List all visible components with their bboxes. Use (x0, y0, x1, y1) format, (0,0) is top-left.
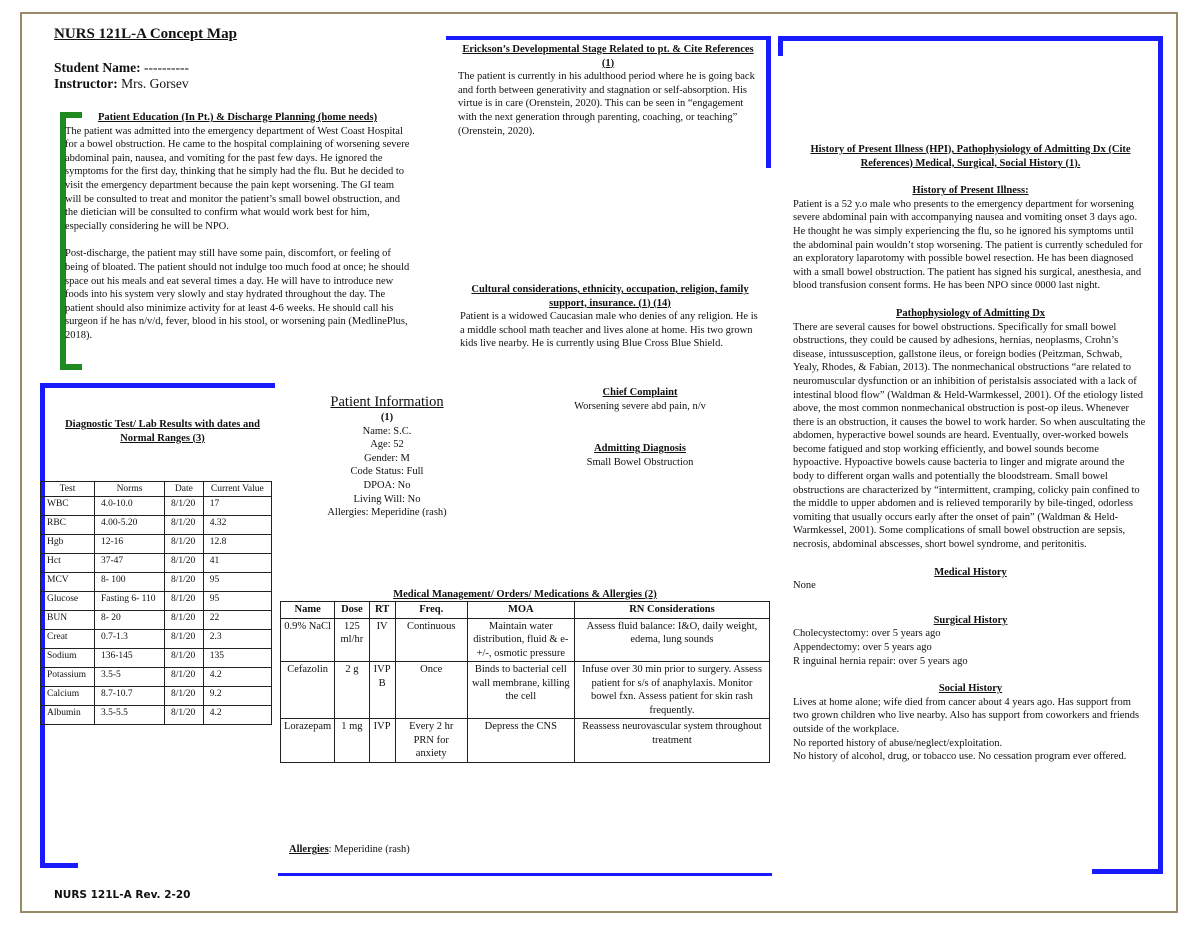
labs-cell: 8/1/20 (165, 611, 204, 630)
meds-cell: Continuous (395, 618, 467, 662)
surgical-history-item: R inguinal hernia repair: over 5 years ago (793, 655, 968, 667)
green-bracket-bottom (60, 364, 82, 370)
labs-cell: 8- 100 (94, 573, 164, 592)
blue-bar-hpi-right (1158, 36, 1163, 874)
labs-cell: 8/1/20 (165, 706, 204, 725)
meds-cell: Binds to bacterial cell wall membrane, killing the cell (467, 662, 574, 719)
cultural-section (460, 283, 760, 351)
labs-cell: 41 (203, 554, 271, 573)
labs-row (41, 630, 272, 649)
labs-cell: WBC (41, 497, 95, 516)
social-history-item: Lives at home alone; wife died from cancer about 4 years ago. Has support from two grown children who live nearby. Also has support from coworkers and friends outside of the workplace. (793, 696, 1140, 735)
labs-cell: 3.5-5.5 (94, 706, 164, 725)
labs-row (41, 687, 272, 706)
hpi-subheading: History of Present Illness: (912, 185, 1029, 197)
patient-info-gender: Gender: M (364, 452, 410, 464)
labs-cell: Fasting 6- 110 (94, 592, 164, 611)
meds-row (281, 719, 770, 763)
patient-info-section (298, 394, 476, 520)
instructor-value: Mrs. Gorsev (121, 76, 189, 91)
blue-bar-hpi-left (778, 36, 783, 56)
labs-cell: 3.5-5 (94, 668, 164, 687)
blue-bar-hpi-top (778, 36, 1162, 41)
patient-info-allergies: Allergies: Meperidine (rash) (327, 507, 447, 519)
labs-cell: 4.0-10.0 (94, 497, 164, 516)
blue-bar-labs-top (40, 383, 275, 388)
labs-cell: 95 (203, 592, 271, 611)
blue-bar-labs-bottom (40, 863, 78, 868)
meds-column-header: Dose (335, 602, 369, 619)
patient-info-dpoa: DPOA: No (363, 479, 411, 491)
meds-header-row (281, 602, 770, 619)
meds-cell: IVP (369, 719, 395, 763)
erikson-text: The patient is currently in his adulthood period where he is going back and forth between generativity and stagnation or self-absorption. His virtue is in care (Orenstein, 2020). This can be seen in “engagement with the next generation through parenting, coaching, or teaching” (Orenstein, 2020). (458, 71, 755, 137)
meds-cell: Cefazolin (281, 662, 335, 719)
chief-complaint-heading: Chief Complaint (602, 387, 678, 398)
meds-column-header: RN Considerations (574, 602, 769, 619)
blue-bar-meds-bottom (278, 873, 772, 876)
meds-cell: Assess fluid balance: I&O, daily weight, edema, lung sounds (574, 618, 769, 662)
labs-cell: Hct (41, 554, 95, 573)
labs-cell: 8/1/20 (165, 573, 204, 592)
labs-cell: Creat (41, 630, 95, 649)
meds-cell: IVP B (369, 662, 395, 719)
social-history-item: No history of alcohol, drug, or tobacco use. No cessation program ever offered. (793, 751, 1127, 763)
hpi-section (793, 143, 1148, 764)
instructor-row (54, 76, 237, 92)
meds-cell: Reassess neurovascular system throughout treatment (574, 719, 769, 763)
labs-cell: 17 (203, 497, 271, 516)
labs-cell: 4.32 (203, 516, 271, 535)
labs-cell: 4.2 (203, 706, 271, 725)
chief-complaint-text: Worsening severe abd pain, n/v (574, 400, 706, 412)
labs-cell: 12.8 (203, 535, 271, 554)
footer-revision: NURS 121L-A Rev. 2-20 (54, 889, 191, 901)
meds-table (280, 601, 770, 763)
surgical-history-item: Cholecystectomy: over 5 years ago (793, 628, 941, 640)
student-name-row (54, 60, 237, 76)
meds-column-header: Freq. (395, 602, 467, 619)
patient-education-section (65, 111, 410, 343)
labs-cell: MCV (41, 573, 95, 592)
labs-cell: 135 (203, 649, 271, 668)
patient-info-code-status: Code Status: Full (350, 466, 424, 478)
page-title: NURS 121L-A Concept Map (54, 26, 237, 42)
labs-cell: 0.7-1.3 (94, 630, 164, 649)
blue-bar-erikson-right (766, 36, 771, 168)
meds-cell: 0.9% NaCl (281, 618, 335, 662)
labs-cell: 8/1/20 (165, 630, 204, 649)
labs-cell: RBC (41, 516, 95, 535)
labs-column-header: Test (41, 482, 95, 497)
labs-cell: 8/1/20 (165, 592, 204, 611)
labs-row (41, 611, 272, 630)
patient-info-heading: Patient Information (330, 394, 444, 410)
labs-row (41, 535, 272, 554)
labs-cell: Albumin (41, 706, 95, 725)
patient-info-ref: (1) (380, 412, 394, 423)
meds-row (281, 618, 770, 662)
meds-cell: 125 ml/hr (335, 618, 369, 662)
labs-cell: Potassium (41, 668, 95, 687)
meds-cell: Every 2 hr PRN for anxiety (395, 719, 467, 763)
erikson-heading: Erickson’s Developmental Stage Related to pt. & Cite References (1) (462, 44, 754, 69)
labs-cell: 8/1/20 (165, 554, 204, 573)
student-name-value: ---------- (144, 60, 189, 75)
meds-cell: 1 mg (335, 719, 369, 763)
meds-cell: Maintain water distribution, fluid & e-+/-, osmotic pressure (467, 618, 574, 662)
meds-allergies-value: : Meperidine (rash) (328, 844, 410, 855)
social-history-item: No reported history of abuse/neglect/exploitation. (793, 737, 1003, 749)
erikson-section (458, 43, 758, 138)
labs-cell: BUN (41, 611, 95, 630)
meds-allergies-label: Allergies (289, 844, 329, 855)
admitting-dx-text: Small Bowel Obstruction (586, 456, 694, 468)
discharge-planning-paragraph: Post-discharge, the patient may still have some pain, discomfort, or feeling of being of bloated. The patient should not indulge too much food at once; he should space out his meals and eat several times a day. He will have to introduce new foods into his system very slowly and stay hydrated throughout the day. The patient should also minimize activity for at least 4-6 weeks. He should call his surgeon if he has n/v/d, fever, blood in his stool, or worsening pain (MedlinePlus, 2018). (65, 248, 410, 341)
patho-text: There are several causes for bowel obstructions. Specifically for small bowel obstructions, they could be caused by adhesions, hernias, neoplasms, Crohn’s disease, intussusception, gallstone ileus, or foreign bodies (Peitzman, Schwab, Yealy, Rhodes, & Fabian, 2013). The nonmechanical obstructions “are related to neuromuscular dysfunction or an inhibition of peristalsis associated with a lack of intestinal blood flow” (Waldman & Held-Warmkessel, 2001). Of the etiology listed above, the most common nonmechanical obstruction is post-op ileus. Whenever there is an obstruction, it causes the bowel to work harder. So when auscultating the abdomen, hyperactive bowel sounds are heard. Eventually, over-worked bowels become fatigued and stop working efficiently, and bowel sounds become hypoactive. Hypoactive bowels cause bacteria to linger and migrate around the body to different organ walls and potentially the bloodstream. Small bowel obstructions are characterized by “intermittent, cramping, colicky pain confined to the middle to upper abdomen and is relieved temporarily by bile-tinged, odorless vomiting that usually occurs early after the onset of pain” (Waldman & Held-Warmkessel, 2001). Some complications of small bowel obstruction are sepsis, necrosis, abdominal abscesses, short bowel syndrome, and peritonitis. (793, 321, 1146, 551)
labs-cell: 8.7-10.7 (94, 687, 164, 706)
labs-cell: 4.2 (203, 668, 271, 687)
labs-cell: Hgb (41, 535, 95, 554)
labs-cell: 8/1/20 (165, 516, 204, 535)
medical-history-text: None (793, 580, 816, 592)
labs-cell: Sodium (41, 649, 95, 668)
admitting-dx-section (555, 442, 725, 469)
hpi-section-heading: History of Present Illness (HPI), Pathophysiology of Admitting Dx (Cite References) Medical, Surgical, Social History (1). (810, 144, 1131, 169)
labs-column-header: Date (165, 482, 204, 497)
labs-cell: 8/1/20 (165, 687, 204, 706)
patho-heading: Pathophysiology of Admitting Dx (895, 307, 1046, 319)
labs-cell: 2.3 (203, 630, 271, 649)
patient-education-heading: Patient Education (In Pt.) & Discharge Planning (home needs) (97, 112, 378, 123)
labs-row (41, 706, 272, 725)
patient-info-living-will: Living Will: No (353, 493, 421, 505)
surgical-history-item: Appendectomy: over 5 years ago (793, 642, 932, 653)
meds-heading: Medical Management/ Orders/ Medications & Allergies (2) (393, 589, 657, 600)
labs-cell: 22 (203, 611, 271, 630)
labs-cell: 4.00-5.20 (94, 516, 164, 535)
labs-cell: 136-145 (94, 649, 164, 668)
labs-body (41, 497, 272, 725)
surgical-history-heading: Surgical History (933, 614, 1008, 626)
meds-cell: Infuse over 30 min prior to surgery. Assess patient for s/s of anaphylaxis. Monitor bowel fxn. Assess patient for skin rash frequently. (574, 662, 769, 719)
cultural-heading: Cultural considerations, ethnicity, occupation, religion, family support, insurance. (1) (14) (471, 284, 749, 309)
meds-cell: Depress the CNS (467, 719, 574, 763)
meds-row (281, 662, 770, 719)
header (54, 26, 237, 92)
cultural-text: Patient is a widowed Caucasian male who denies of any religion. He is a middle school math teacher and lives alone at home. His two grown kids live nearby. He is currently using Blue Cross Blue Shield. (460, 311, 758, 350)
patient-education-paragraph-1: The patient was admitted into the emergency department of West Coast Hospital for a bowel obstruction. He came to the hospital complaining of worsening severe abdominal pain, nausea, and vomiting for the past few days. He ignored the symptoms for the first day, thinking that he simply had the flu. But he decided to visit the emergency department because the pain kept worsening. The GI team will be consulted to treat and monitor the patient’s small bowel obstruction, and the dietician will be consulted to confirm what would work best for him, especially considering he will be NPO. (65, 125, 410, 232)
labs-row (41, 573, 272, 592)
meds-cell: IV (369, 618, 395, 662)
labs-cell: 8/1/20 (165, 649, 204, 668)
blue-bar-erikson-top (446, 36, 771, 40)
labs-cell: 95 (203, 573, 271, 592)
patient-info-age: Age: 52 (370, 439, 404, 451)
meds-body (281, 618, 770, 762)
labs-cell: 8/1/20 (165, 497, 204, 516)
labs-row (41, 592, 272, 611)
instructor-label: Instructor: (54, 76, 118, 91)
meds-cell: 2 g (335, 662, 369, 719)
blue-bar-hpi-bottom (1092, 869, 1162, 874)
medical-history-heading: Medical History (934, 566, 1007, 578)
admitting-dx-heading: Admitting Diagnosis (594, 443, 686, 454)
labs-cell: 37-47 (94, 554, 164, 573)
labs-row (41, 668, 272, 687)
labs-cell: Calcium (41, 687, 95, 706)
labs-cell: 8/1/20 (165, 668, 204, 687)
meds-cell: Lorazepam (281, 719, 335, 763)
labs-row (41, 516, 272, 535)
labs-cell: 8- 20 (94, 611, 164, 630)
labs-cell: 9.2 (203, 687, 271, 706)
labs-row (41, 554, 272, 573)
labs-column-header: Current Value (203, 482, 271, 497)
meds-allergies (289, 843, 410, 857)
labs-row (41, 649, 272, 668)
meds-cell: Once (395, 662, 467, 719)
meds-column-header: MOA (467, 602, 574, 619)
labs-cell: 8/1/20 (165, 535, 204, 554)
hpi-text: Patient is a 52 y.o male who presents to the emergency department for worsening severe abdominal pain with accompanying nausea and vomiting onset 3 days ago. He thought he was simply experiencing the flu, so he ignored his symptoms until the abdominal pain wouldn’t stop worsening. The patient is currently scheduled for an exploratory laparotomy with possible bowel resection. He has been diagnosed with a small bowel obstruction. The patient has signed his surgical, anesthesia, and blood transfusion consent forms. He has been NPO since 0000 last night. (793, 198, 1143, 292)
labs-header-row (41, 482, 272, 497)
labs-cell: 12-16 (94, 535, 164, 554)
meds-column-header: Name (281, 602, 335, 619)
chief-complaint-section (555, 386, 725, 413)
meds-column-header: RT (369, 602, 395, 619)
labs-heading: Diagnostic Test/ Lab Results with dates and Normal Ranges (3) (65, 419, 260, 444)
patient-info-name: Name: S.C. (362, 425, 412, 437)
student-name-label: Student Name: (54, 60, 141, 75)
social-history-heading: Social History (938, 683, 1003, 695)
labs-row (41, 497, 272, 516)
labs-table (40, 481, 272, 725)
labs-cell: Glucose (41, 592, 95, 611)
labs-column-header: Norms (94, 482, 164, 497)
